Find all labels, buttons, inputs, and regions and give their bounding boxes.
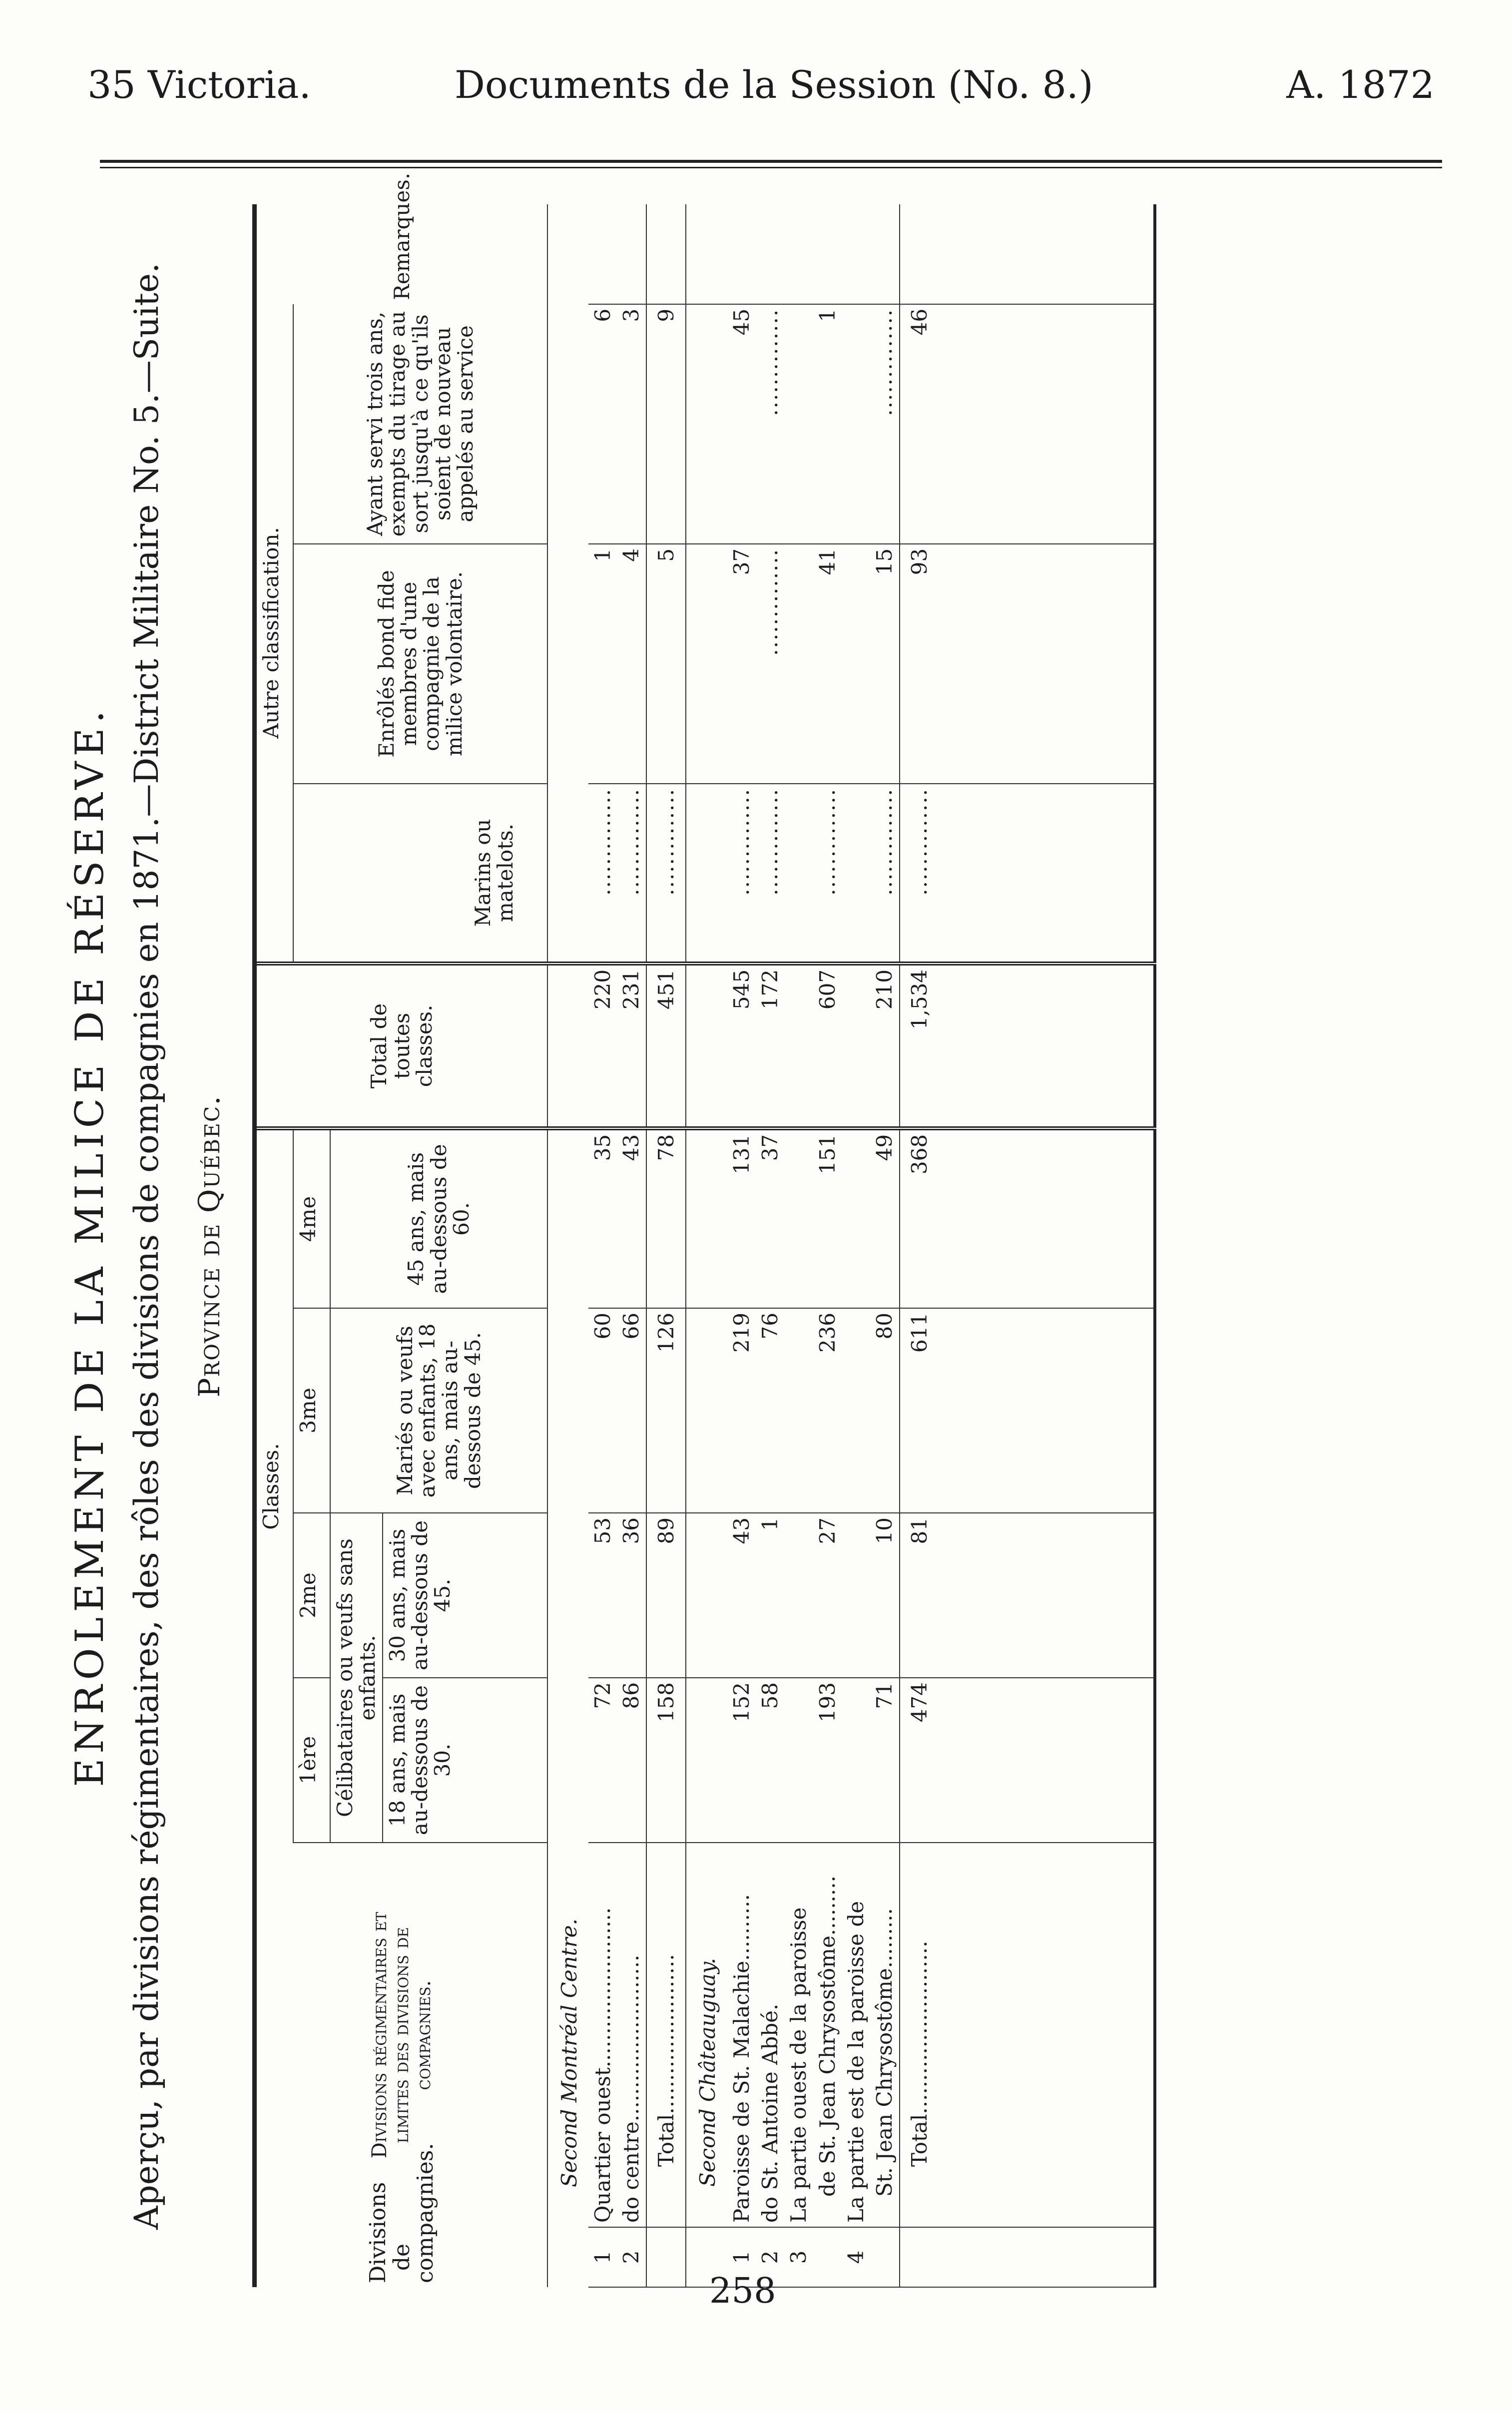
total-all: 451 xyxy=(646,964,686,1128)
cell-ayant: 6 xyxy=(588,304,617,544)
header-1ere-desc: 18 ans, mais au-dessous de 30. xyxy=(383,1678,547,1843)
total-ayant: 46 xyxy=(900,304,934,544)
cell-3me: 76 xyxy=(756,1308,784,1513)
cell-3me: 60 xyxy=(588,1308,617,1513)
total-enroles: 5 xyxy=(646,544,686,784)
cell-total: 172 xyxy=(756,964,784,1128)
total-4me: 368 xyxy=(900,1128,934,1308)
cell-enroles: 37 xyxy=(727,544,756,784)
cell-marins: .............. xyxy=(756,784,784,964)
header-2me-desc: 30 ans, mais au-dessous de 45. xyxy=(383,1513,547,1678)
cell-total: 220 xyxy=(588,964,617,1128)
table-row xyxy=(784,204,813,2287)
division-number: 3 xyxy=(784,2227,813,2287)
header-rule-thin xyxy=(100,167,1442,168)
division-label: La partie ouest de la paroisse xyxy=(784,1843,813,2227)
cell-marins: .............. xyxy=(588,784,617,964)
cell-4me: 49 xyxy=(870,1128,899,1308)
division-number: 4 xyxy=(842,2227,870,2287)
division-label: La partie est de la paroisse de xyxy=(842,1843,870,2227)
header-classes: Classes. xyxy=(259,1443,283,1530)
cell-total: 607 xyxy=(813,964,842,1128)
total-enroles: 93 xyxy=(900,544,934,784)
table-row xyxy=(870,204,899,2287)
header-documents-title: Documents de la Session (No. 8.) xyxy=(455,62,1093,107)
total-3me: 611 xyxy=(900,1308,934,1513)
cell-marins: .............. xyxy=(813,784,842,964)
cell-marins: .............. xyxy=(870,784,899,964)
division-label: do centre......................... xyxy=(617,1843,646,2227)
cell-4me: 43 xyxy=(617,1128,646,1308)
cell-4me: 35 xyxy=(588,1128,617,1308)
cell-4me: 37 xyxy=(756,1128,784,1308)
cell-enroles: 15 xyxy=(870,544,899,784)
header-year: A. 1872 xyxy=(1286,62,1435,107)
division-label: do St. Antoine Abbé. xyxy=(756,1843,784,2227)
total-2me: 89 xyxy=(646,1513,686,1678)
total-marins: .............. xyxy=(900,784,934,964)
cell-2me: 43 xyxy=(727,1513,756,1678)
total-all: 1,534 xyxy=(900,964,934,1128)
cell-4me: 131 xyxy=(727,1128,756,1308)
cell-3me: 236 xyxy=(813,1308,842,1513)
cell-1ere: 86 xyxy=(617,1678,646,1843)
header-1ere: 1ère xyxy=(293,1678,330,1843)
cell-1ere: 71 xyxy=(870,1678,899,1843)
division-number xyxy=(870,2227,899,2287)
header-remarques: Remarques. xyxy=(389,172,414,300)
division-number: 2 xyxy=(756,2227,784,2287)
page-number: 258 xyxy=(709,2270,776,2311)
header-divisions-regimentaires: Divisions régimentaires et limites des divisions de compagnies. xyxy=(368,1912,436,2159)
table-row xyxy=(588,204,617,2287)
cell-1ere: 152 xyxy=(727,1678,756,1843)
total-1ere: 158 xyxy=(646,1678,686,1843)
header-4me-desc: 45 ans, mais au-dessous de 60. xyxy=(330,1128,547,1308)
division-number: 2 xyxy=(617,2227,646,2287)
cell-3me: 219 xyxy=(727,1308,756,1513)
cell-3me: 66 xyxy=(617,1308,646,1513)
cell-2me: 10 xyxy=(870,1513,899,1678)
table-row xyxy=(617,204,646,2287)
header-session-year: 35 Victoria. xyxy=(87,62,311,107)
header-marins: Marins ou matelots. xyxy=(293,784,547,964)
header-2me: 2me xyxy=(293,1513,330,1678)
cell-1ere: 72 xyxy=(588,1678,617,1843)
header-celibataires: Célibataires ou veufs sans enfants. xyxy=(330,1513,383,1843)
document-title: ENROLEMENT DE LA MILICE DE RÉSERVE. xyxy=(67,705,112,1787)
division-label: de St. Jean Chrysostôme......... xyxy=(813,1843,842,2227)
document-subtitle: Aperçu, par divisions régimentaires, des rôles des divisions de compagnies en 1871.—District Militaire No. 5.—Suite. xyxy=(127,263,166,2230)
cell-2me: 1 xyxy=(756,1513,784,1678)
total-marins: .............. xyxy=(646,784,686,964)
total-1ere: 474 xyxy=(900,1678,934,1843)
division-number xyxy=(813,2227,842,2287)
cell-ayant: 3 xyxy=(617,304,646,544)
section-total-row xyxy=(900,204,934,2287)
cell-2me: 36 xyxy=(617,1513,646,1678)
total-ayant: 9 xyxy=(646,304,686,544)
header-3me-desc: Mariés ou veufs avec enfants, 18 ans, mais au-dessous de 45. xyxy=(330,1308,547,1513)
province-heading: Province de Québec. xyxy=(192,1095,226,1398)
section-name: Second Montréal Centre. xyxy=(547,1843,588,2227)
cell-3me: 80 xyxy=(870,1308,899,1513)
section-total-row xyxy=(646,204,686,2287)
militia-enrolment-table xyxy=(252,172,1156,2288)
header-3me: 3me xyxy=(293,1308,330,1513)
cell-ayant: .............. xyxy=(756,304,784,544)
cell-marins: .............. xyxy=(727,784,756,964)
rotated-page-content xyxy=(62,172,1161,2288)
division-label: Quartier ouest........................ xyxy=(588,1843,617,2227)
cell-ayant: .............. xyxy=(870,304,899,544)
cell-1ere: 193 xyxy=(813,1678,842,1843)
header-ayant-servi: Ayant servi trois ans, exempts du tirage au sort jusqu'à ce qu'ils soient de nouveau appelés au service xyxy=(293,304,547,544)
cell-enroles: 41 xyxy=(813,544,842,784)
header-total-toutes-classes: Total de toutes classes. xyxy=(255,964,547,1128)
cell-total: 231 xyxy=(617,964,646,1128)
division-number: 1 xyxy=(727,2227,756,2287)
cell-1ere: 58 xyxy=(756,1678,784,1843)
table-row xyxy=(813,204,842,2287)
cell-total: 210 xyxy=(870,964,899,1128)
cell-enroles: 4 xyxy=(617,544,646,784)
division-number: 1 xyxy=(588,2227,617,2287)
table-row xyxy=(727,204,756,2287)
total-4me: 78 xyxy=(646,1128,686,1308)
section-name: Second Châteauguay. xyxy=(686,1843,727,2227)
cell-marins: .............. xyxy=(617,784,646,964)
cell-enroles: 1 xyxy=(588,544,617,784)
header-enroles: Enrôlés bond fide membres d'une compagnie de la milice volontaire. xyxy=(293,544,547,784)
cell-total: 545 xyxy=(727,964,756,1128)
cell-ayant: 1 xyxy=(813,304,842,544)
cell-ayant: 45 xyxy=(727,304,756,544)
cell-2me: 27 xyxy=(813,1513,842,1678)
header-divisions-compagnies: Divisions de compagnies. xyxy=(365,2143,439,2283)
header-autre-classification: Autre classification. xyxy=(255,304,294,964)
cell-2me: 53 xyxy=(588,1513,617,1678)
cell-4me: 151 xyxy=(813,1128,842,1308)
total-label: Total........................ xyxy=(646,1843,686,2227)
table-row xyxy=(842,204,870,2287)
division-label: Paroisse de St. Malachie.......... xyxy=(727,1843,756,2227)
division-label: St. Jean Chrysostôme......... xyxy=(870,1843,899,2227)
cell-enroles: .............. xyxy=(756,544,784,784)
header-4me: 4me xyxy=(293,1128,330,1308)
header-rule xyxy=(100,160,1442,163)
total-3me: 126 xyxy=(646,1308,686,1513)
total-label: Total.......................... xyxy=(900,1843,934,2227)
table-row xyxy=(756,204,784,2287)
total-2me: 81 xyxy=(900,1513,934,1678)
